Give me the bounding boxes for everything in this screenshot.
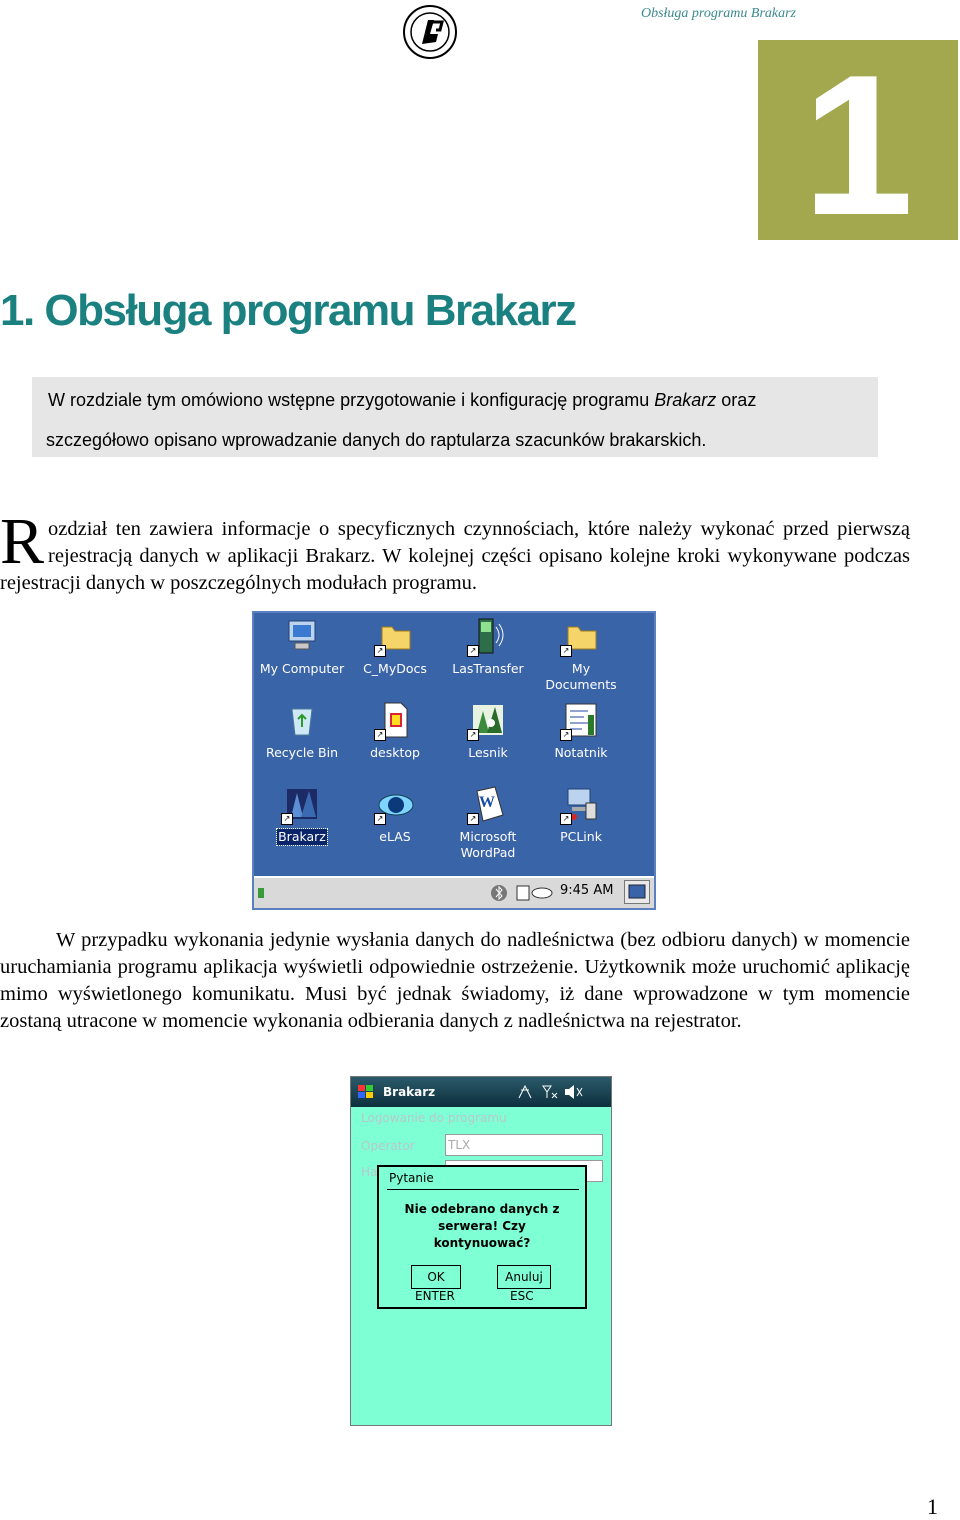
desktop-icon-label: C_MyDocs [363, 661, 427, 676]
ok-button[interactable]: OK [411, 1265, 461, 1289]
body-paragraph-text: W przypadku wykonania jedynie wysłania danych do nadleśnictwa (bez odbioru danych) w momencie uruchamiania programu aplikacja wyświetli odpowiednie ostrzeżenie. Użytkownik może uruchomić aplikację mimo wyświetlonego komunikatu. Musi być jednak świadomy, iż dane wprowadzone w tym momencie zostaną utracone w momencie wykonania odbierania danych z nadleśnictwa na rejestrator. [0, 929, 910, 1032]
intro-paragraph [0, 505, 910, 597]
drop-cap: R [0, 505, 45, 578]
desktop-icon-lesnik[interactable] [443, 701, 533, 761]
desktop-icon-desktop[interactable] [350, 701, 440, 761]
shortcut-arrow-icon: ↗ [467, 729, 479, 741]
signal-off-icon[interactable] [541, 1084, 559, 1103]
notepad-icon [562, 701, 600, 739]
shortcut-arrow-icon: ↗ [467, 645, 479, 657]
desktop-icon-lastransfer[interactable] [443, 617, 533, 677]
windows-start-icon[interactable] [357, 1083, 375, 1104]
pclink-icon [562, 785, 600, 823]
shortcut-arrow-icon: ↗ [467, 813, 479, 825]
abstract-text: oraz [716, 390, 757, 410]
device-screenshot [350, 1076, 612, 1426]
svg-text:W: W [479, 794, 495, 811]
chapter-number-box [758, 34, 958, 257]
desktop-icon-label: My Computer [259, 661, 345, 676]
connectivity-icon[interactable] [517, 1084, 533, 1103]
app-icon [283, 785, 321, 823]
shortcut-arrow-icon: ↗ [374, 729, 386, 741]
running-header: Obsługa programu Brakarz [640, 6, 796, 21]
desktop-icon-brakarz[interactable] [257, 785, 347, 846]
folder-icon [562, 617, 600, 655]
desktop-icon-notatnik[interactable] [536, 701, 626, 761]
desktop-screenshot [252, 611, 656, 910]
desktop-icon-recycle-bin[interactable] [257, 701, 347, 761]
wordpad-icon [469, 785, 507, 823]
operator-field[interactable]: TLX [445, 1134, 603, 1156]
desktop-icon-label: eLAS [379, 829, 411, 844]
document-icon [376, 701, 414, 739]
dialog-message-line: serwera! Czy [438, 1219, 526, 1233]
intro-text: ozdział ten zawiera informacje o specyficznych czynnościach, które należy wykonać przed pierwszą rejestracją danych w aplikacji Brakarz. W kolejnej części opisano kolejne kroki wykonywane podczas rejestracji danych w poszczególnych modułach programu. [0, 518, 910, 594]
operator-label: Operator [361, 1139, 415, 1153]
taskbar-clock[interactable]: 9:45 AM [560, 883, 614, 898]
question-dialog [377, 1165, 587, 1309]
show-desktop-button[interactable] [624, 880, 650, 904]
lasy-panstwowe-logo [400, 4, 460, 60]
ok-key-hint: ENTER [415, 1289, 455, 1303]
chapter-title: 1. Obsługa programu Brakarz [0, 286, 576, 335]
cancel-key-hint: ESC [510, 1289, 534, 1303]
desktop-icon-label: My Documents [545, 661, 617, 692]
desktop-icon-label: Recycle Bin [265, 745, 339, 760]
shortcut-arrow-icon: ↗ [374, 645, 386, 657]
chapter-abstract [32, 377, 878, 457]
cancel-button[interactable]: Anuluj [497, 1265, 551, 1289]
dialog-title: Pytanie [389, 1171, 434, 1185]
folder-icon [376, 617, 414, 655]
desktop-icon-pclink[interactable] [536, 785, 626, 845]
body-paragraph [0, 927, 910, 1035]
paragraph-indent [0, 929, 56, 951]
taskbar [254, 876, 654, 908]
login-header: Logowanie do programu [361, 1111, 507, 1125]
shortcut-arrow-icon: ↗ [374, 813, 386, 825]
abstract-text: W rozdziale tym omówiono wstępne przygotowanie i konfigurację programu [48, 390, 655, 410]
device-title-bar [351, 1077, 611, 1107]
network-icon[interactable] [516, 884, 556, 907]
desktop-icon-label: Brakarz [278, 829, 326, 844]
desktop-icon-label: Notatnik [554, 745, 608, 760]
dialog-message-line: kontynuować? [433, 1236, 531, 1250]
desktop-icon-label: Microsoft WordPad [459, 829, 517, 860]
shortcut-arrow-icon: ↗ [281, 813, 293, 825]
device-app-title: Brakarz [383, 1085, 436, 1099]
desktop-icon-my-computer[interactable] [257, 617, 347, 677]
password-label: Ha [361, 1165, 378, 1179]
app-icon [469, 701, 507, 739]
globe-icon [376, 785, 414, 823]
shortcut-arrow-icon: ↗ [560, 813, 572, 825]
desktop-icon-label: desktop [370, 745, 420, 760]
desktop-icon-my-documents[interactable] [536, 617, 626, 693]
abstract-program-name: Brakarz [654, 390, 717, 410]
dialog-divider [387, 1189, 579, 1190]
abstract-line-2: szczegółowo opisano wprowadzanie danych do raptularza szacunków brakarskich. [46, 430, 707, 450]
desktop-icon-c-mydocs[interactable] [350, 617, 440, 677]
dialog-message-line: Nie odebrano danych z [404, 1202, 560, 1216]
shortcut-arrow-icon: ↗ [560, 645, 572, 657]
speaker-muted-icon[interactable] [563, 1084, 583, 1103]
desktop-icon-elas[interactable] [350, 785, 440, 845]
page-number: 1 [927, 1494, 938, 1519]
desktop-icon-label: PCLink [560, 829, 602, 844]
recycle-bin-icon [283, 701, 321, 739]
chapter-number: 1 [802, 34, 914, 257]
desktop-icon-label: LasTransfer [452, 661, 524, 676]
desktop-icon-label: Lesnik [468, 745, 508, 760]
shortcut-arrow-icon: ↗ [560, 729, 572, 741]
abstract-line-1 [32, 377, 878, 417]
battery-icon [258, 888, 264, 898]
device-icon [469, 617, 507, 655]
desktop-icon-wordpad[interactable] [443, 785, 533, 861]
dialog-message [379, 1201, 585, 1252]
bluetooth-icon[interactable] [490, 884, 508, 907]
computer-icon [283, 617, 321, 655]
